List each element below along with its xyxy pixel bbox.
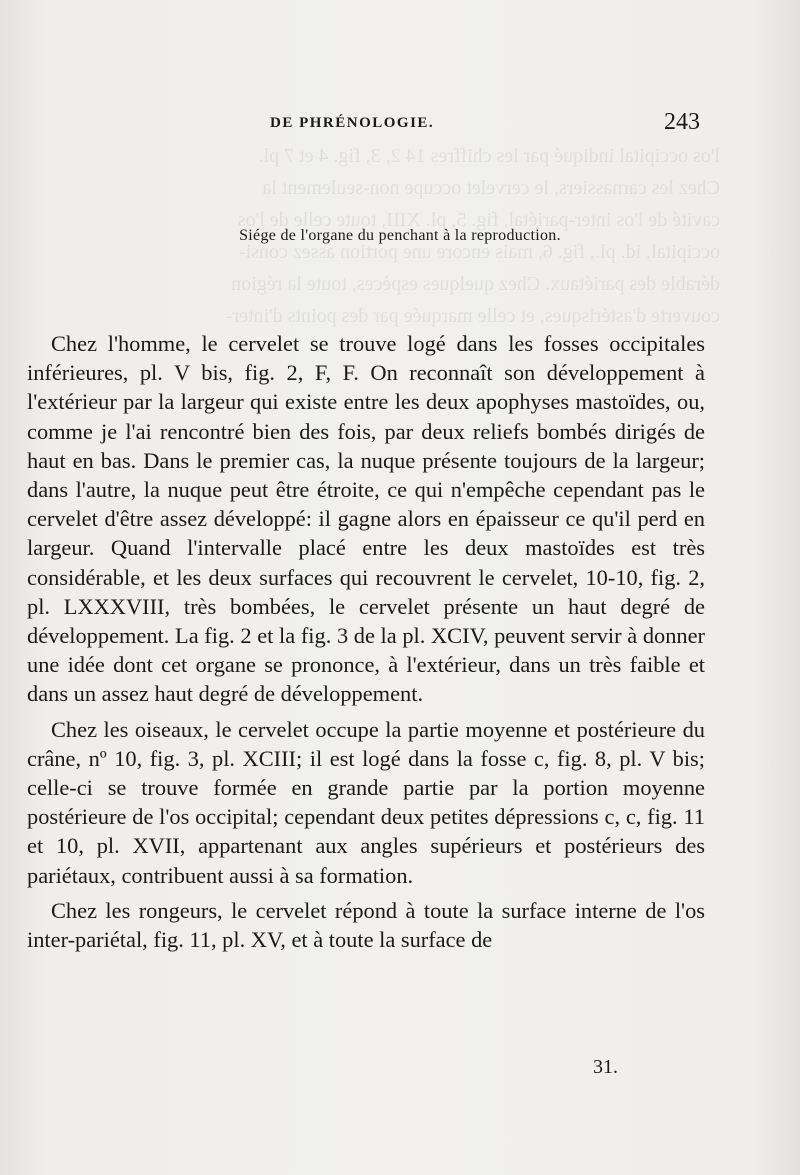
paragraph: Chez l'homme, le cervelet se trouve logé dans les fosses occipitales inférieures, pl. V bis, fig. 2, F, F. On reconnaît son développement à l'extérieur par la largeur qui existe entre les deux apophyses mastoïdes, ou, comme je l'ai rencontré bien des fois, par deux reliefs bombés dirigés de haut en bas. Dans le premier cas, la nuque présente toujours de la largeur; dans l'autre, la nuque peut être étroite, ce qui n'empêche cependant pas le cervelet d'être assez développé: il gagne alors en épaisseur ce qu'il perd en largeur. Quand l'intervalle placé entre les deux mastoïdes est très considérable, et les deux surfaces qui recouvrent le cervelet, 10-10, fig. 2, pl. LXXXVIII, très bombées, le cervelet présente un haut degré de développement. La fig. 2 et la fig. 3 de la pl. XCIV, peuvent servir à donner une idée dont cet organe se prononce, à l'extérieur, dans un très faible et dans un assez haut degré de développement.	[27, 331, 705, 707]
paragraph: Chez les oiseaux, le cervelet occupe la partie moyenne et postérieure du crâne, nº 10, fig. 3, pl. XCIII; il est logé dans la fosse c, fig. 8, pl. V bis; celle-ci se trouve formée en grande partie par la portion moyenne postérieure de l'os occipital; cependant deux petites dépressions c, c, fig. 11 et 10, pl. XVII, appartenant aux angles supérieurs et postérieurs des pariétaux, contribuent aussi à sa formation.	[27, 716, 705, 888]
page-number: 243	[664, 109, 700, 135]
show-through-text: l'os occipital indiqué par les chiffres 14 2, 3, fig. 4 et 7 pl. Chez les carnassiers, le cervelet occupe non-seulement la cavité de l'os inter-pariétal, fig. 5, pl. XIII, toute celle de l'os occipital, id. pl., fig. 6, mais encore une portion assez consi- dérable des pariétaux. Chez quelques espèces, toute la région couverte d'astérisques, et celle marquée par des points d'inter-	[226, 145, 720, 327]
section-title: Siége de l'organe du penchant à la reproduction.	[239, 227, 561, 244]
paragraph: Chez les rongeurs, le cervelet répond à toute la surface interne de l'os inter-pariétal, fig. 11, pl. XV, et à toute la surface de	[27, 897, 705, 953]
signature-mark: 31.	[593, 1056, 618, 1078]
running-title: DE PHRÉNOLOGIE.	[270, 115, 435, 131]
body-text	[27, 329, 705, 954]
